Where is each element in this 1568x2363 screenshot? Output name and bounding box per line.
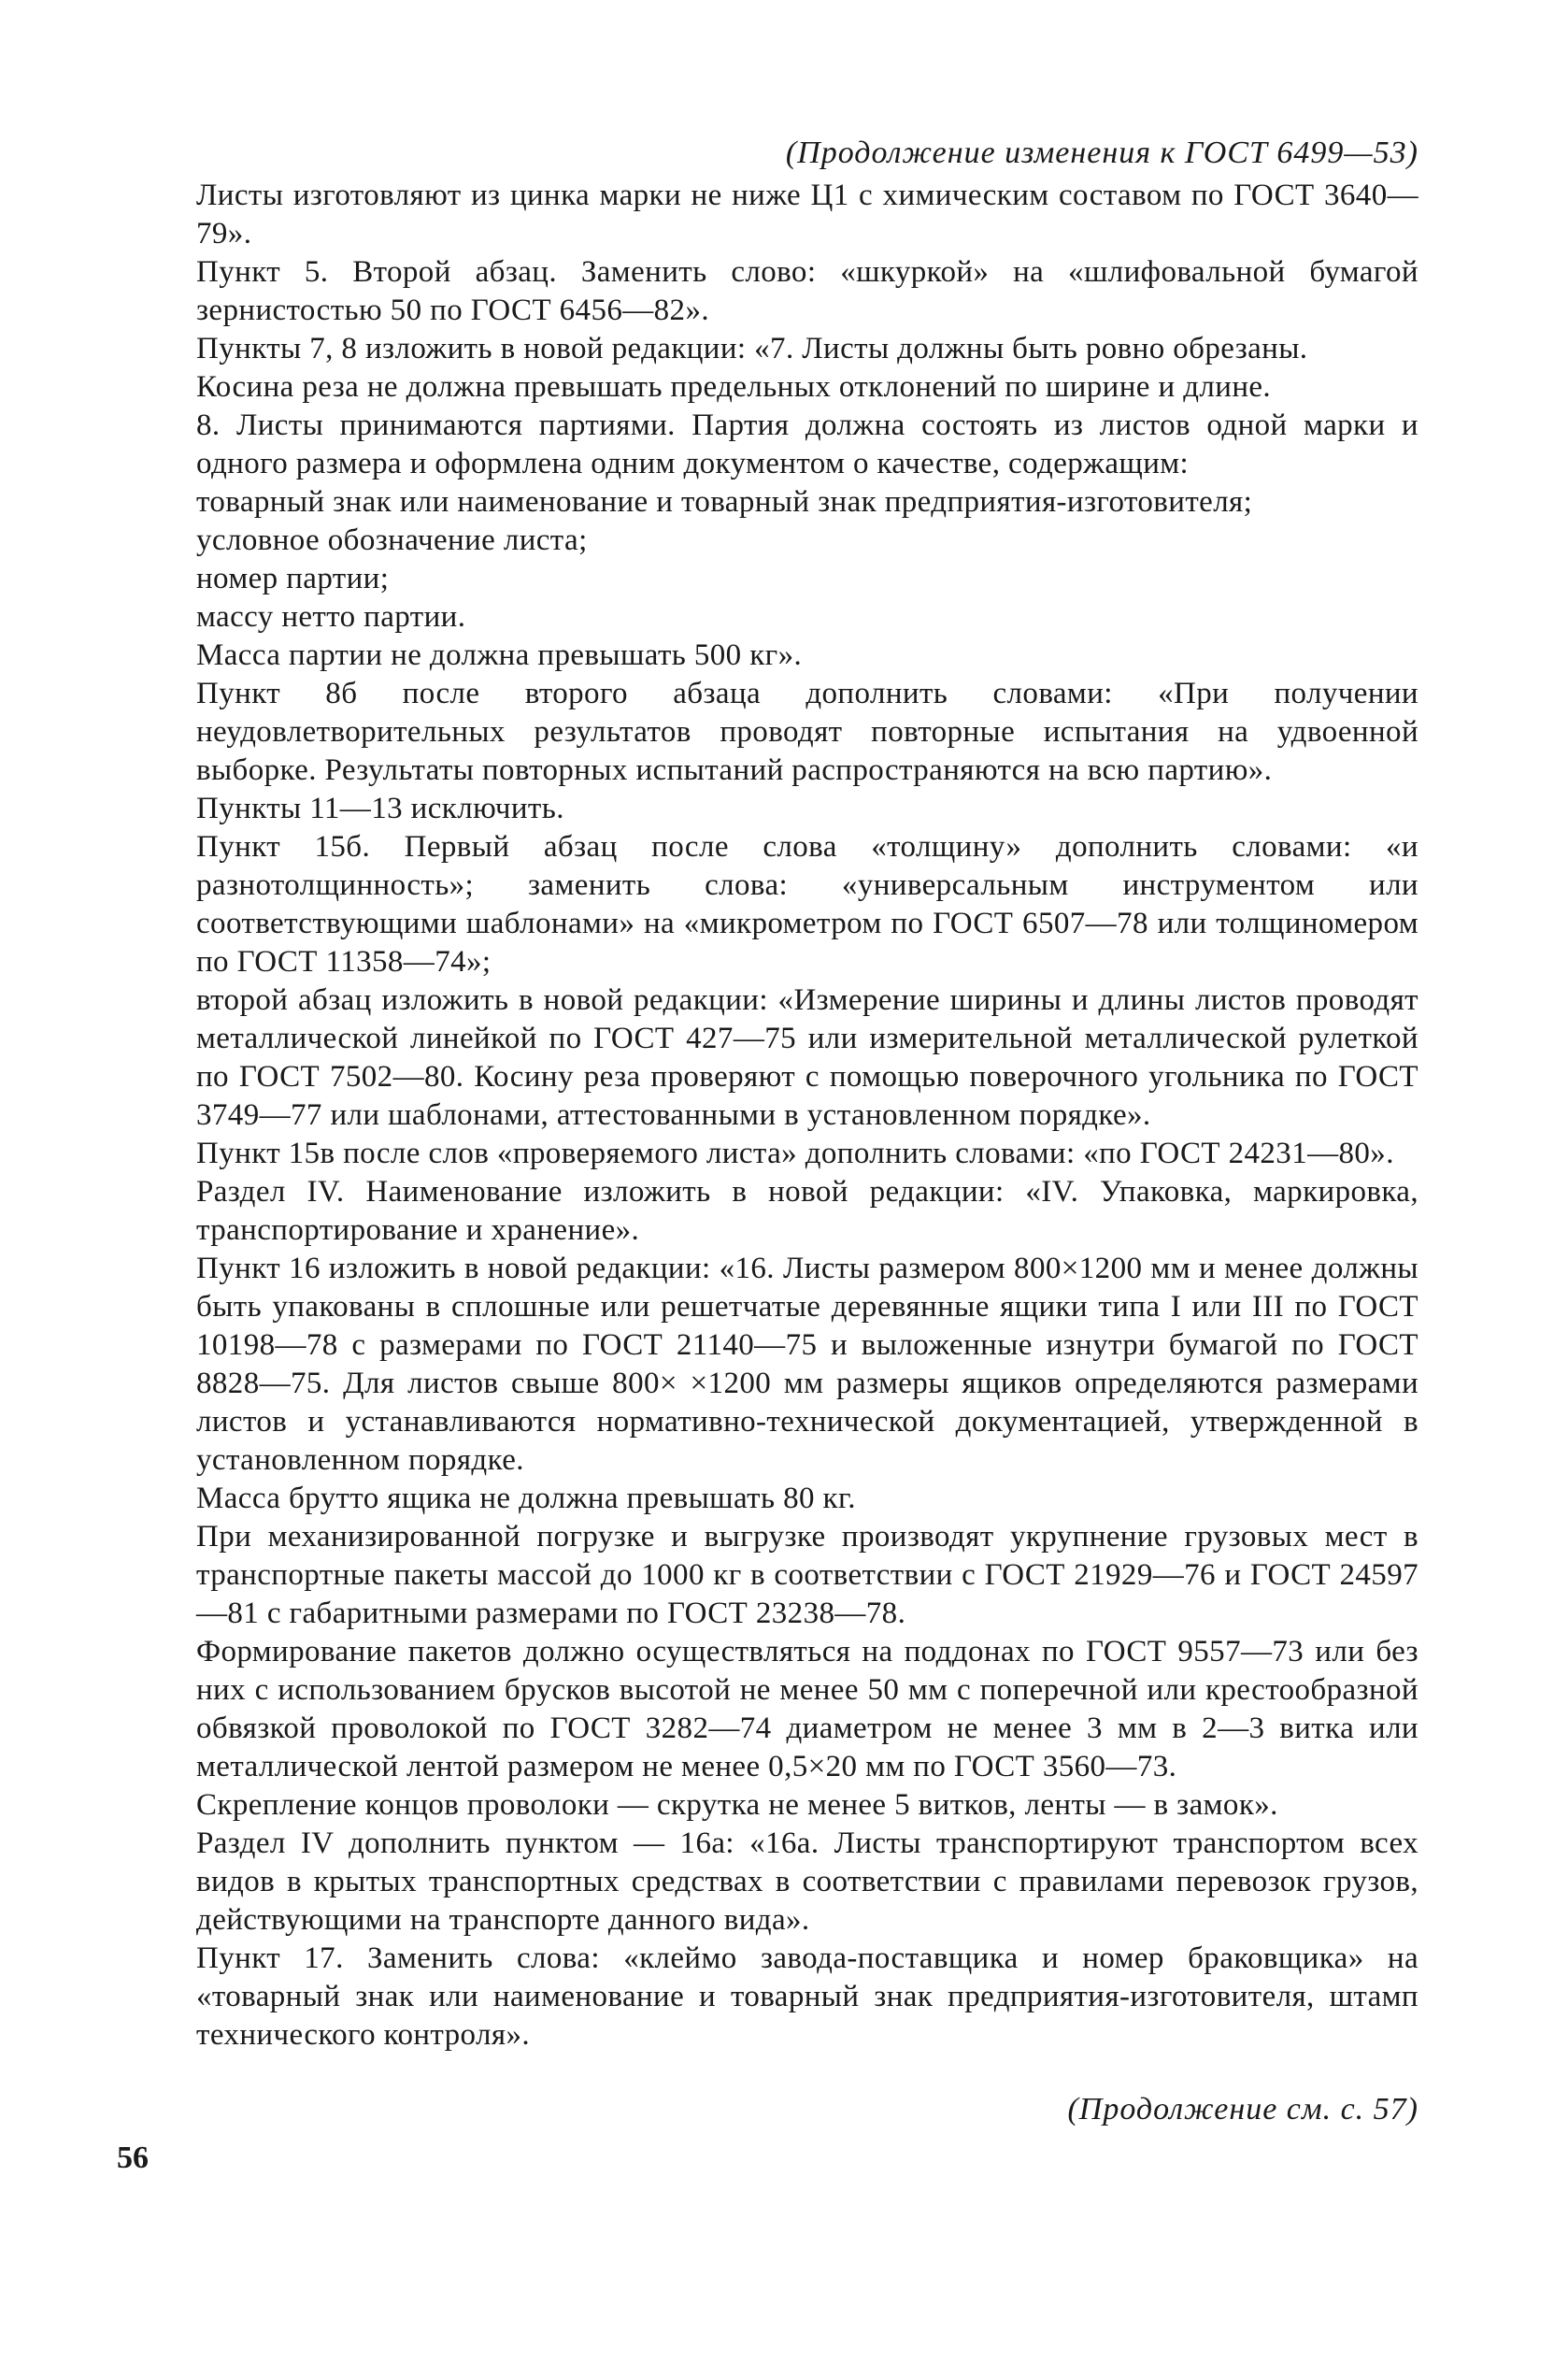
continuation-note: (Продолжение см. с. 57) xyxy=(1067,2092,1418,2127)
paragraph: номер партии; xyxy=(196,562,390,595)
paragraph: Косина реза не должна превышать предельных отклонений по ширине и длине. xyxy=(196,370,1272,404)
paragraph: 8. Листы принимаются партиями. Партия должна состоять из листов одной марки и одного размера и оформлена одним документом о качестве, содержащим: xyxy=(196,408,1418,480)
paragraph: Листы изготовляют из цинка марки не ниже Ц1 с химическим составом по ГОСТ 3640—79». xyxy=(196,179,1418,251)
page-header: (Продолжение изменения к ГОСТ 6499—53) xyxy=(785,136,1418,170)
paragraph: массу нетто партии. xyxy=(196,600,466,634)
paragraph: условное обозначение листа; xyxy=(196,523,588,557)
paragraph: Раздел IV дополнить пунктом — 16а: «16а. Листы транспортируют транспортом всех видов в крытых транспортных средствах в соответствии с правилами перевозок грузов, действующими на транспорте данного вида». xyxy=(196,1826,1418,1937)
paragraph: Формирование пакетов должно осуществляться на поддонах по ГОСТ 9557—73 или без них с использованием брусков высотой не менее 50 мм с поперечной или крестообразной обвязкой проволокой по ГОСТ 3282—74 диаметром не менее 3 мм в 2—3 витка или металлической лентой размером не менее 0,5×20 мм по ГОСТ 3560—73. xyxy=(196,1635,1418,1783)
page-number: 56 xyxy=(117,2141,149,2175)
paragraph: При механизированной погрузке и выгрузке производят укрупнение грузовых мест в транспортные пакеты массой до 1000 кг в соответствии с ГОСТ 21929—76 и ГОСТ 24597—81 с габаритными размерами по ГОСТ 23238—78. xyxy=(196,1520,1418,1630)
paragraph: Пункты 11—13 исключить. xyxy=(196,792,564,825)
paragraph: Масса партии не должна превышать 500 кг». xyxy=(196,638,803,672)
paragraph: Раздел IV. Наименование изложить в новой редакции: «IV. Упаковка, маркировка, транспортирование и хранение». xyxy=(196,1175,1418,1247)
paragraph: Пункт 15б. Первый абзац после слова «толщину» дополнить словами: «и разнотолщинность»; заменить слова: «универсальным инструментом или соответствующими шаблонами» на «микрометром по ГОСТ 6507—78 или толщиномером по ГОСТ 11358—74»; xyxy=(196,830,1418,979)
paragraph: Масса брутто ящика не должна превышать 80 кг. xyxy=(196,1482,856,1515)
paragraph: Пункт 16 изложить в новой редакции: «16. Листы размером 800×1200 мм и менее должны быть упакованы в сплошные или решетчатые деревянные ящики типа I или III по ГОСТ 10198—78 с размерами по ГОСТ 21140—75 и выложенные изнутри бумагой по ГОСТ 8828—75. Для листов свыше 800× ×1200 мм размеры ящиков определяются размерами листов и устанавливаются нормативно-технической документацией, утвержденной в установленном порядке. xyxy=(196,1252,1418,1477)
paragraph: Пункт 8б после второго абзаца дополнить словами: «При получении неудовлетворительных результатов проводят повторные испытания на удвоенной выборке. Результаты повторных испытаний распространяются на всю партию». xyxy=(196,677,1418,787)
paragraph: Скрепление концов проволоки — скрутка не менее 5 витков, ленты — в замок». xyxy=(196,1788,1278,1822)
paragraph: Пункт 15в после слов «проверяемого листа» дополнить словами: «по ГОСТ 24231—80». xyxy=(196,1137,1394,1170)
document-body xyxy=(196,177,1418,2055)
paragraph: Пункт 5. Второй абзац. Заменить слово: «шкуркой» на «шлифовальной бумагой зернистостью 50 по ГОСТ 6456—82». xyxy=(196,255,1418,327)
paragraph: Пункт 17. Заменить слова: «клеймо завода-поставщика и номер браковщика» на «товарный знак или наименование и товарный знак предприятия-изготовителя, штамп технического контроля». xyxy=(196,1941,1418,2052)
paragraph: товарный знак или наименование и товарный знак предприятия-изготовителя; xyxy=(196,485,1253,519)
paragraph: Пункты 7, 8 изложить в новой редакции: «7. Листы должны быть ровно обрезаны. xyxy=(196,332,1308,365)
paragraph: второй абзац изложить в новой редакции: «Измерение ширины и длины листов проводят металлической линейкой по ГОСТ 427—75 или измерительной металлической рулеткой по ГОСТ 7502—80. Косину реза проверяют с помощью поверочного угольника по ГОСТ 3749—77 или шаблонами, аттестованными в установленном порядке». xyxy=(196,983,1418,1132)
